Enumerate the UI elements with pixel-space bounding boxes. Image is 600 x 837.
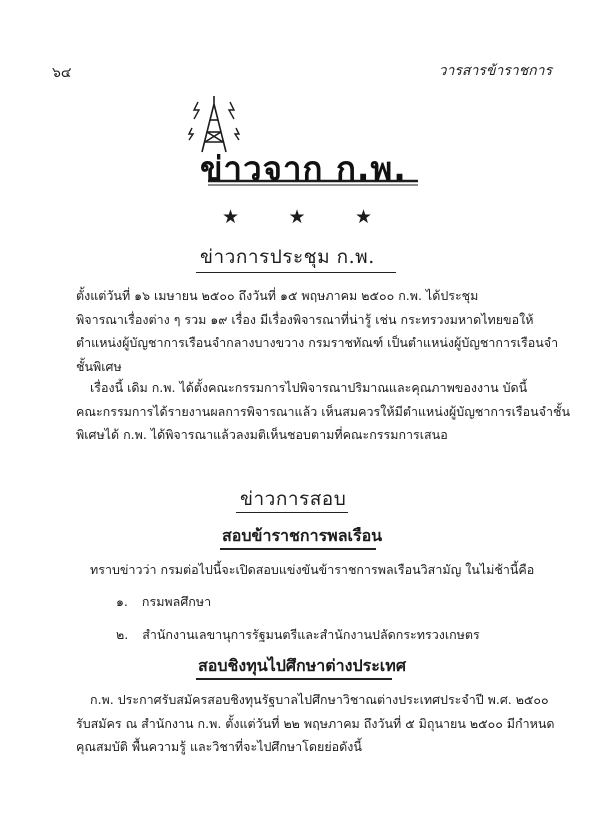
scholarship-exam-title: สอบชิงทุนไปศึกษาต่างประเทศ — [198, 656, 406, 675]
star-icon: ★ — [354, 206, 372, 228]
paragraph-line: เรื่องนี้ เดิม ก.พ. ได้ตั้งคณะกรรมการไปพิจารณาปริมาณและคุณภาพของงาน บัดนี้ — [90, 380, 528, 395]
list-text: สำนักงานเลขานุการรัฐมนตรีและสำนักงานปลัดกระทรวงเกษตร — [142, 627, 480, 642]
paragraph-line: ก.พ. ประกาศรับสมัครสอบชิงทุนรัฐบาลไปศึกษาวิชาณต่างประเทศประจำปี พ.ศ. ๒๕๐๐ — [90, 692, 549, 707]
paragraph-line: คณะกรรมการได้รายงานผลการพิจารณาแล้ว เห็นสมควรให้มีตำแหน่งผู้บัญชาการเรือนจำชั้น — [76, 403, 571, 419]
paragraph-line: ชั้นพิเศษ — [76, 358, 122, 374]
page-number: ๖๔ — [52, 65, 72, 81]
running-header: วารสารข้าราชการ — [438, 63, 552, 79]
masthead-title: ข่าวจาก ก.พ. — [200, 149, 407, 188]
list-number: ๒. — [116, 627, 129, 642]
paragraph-line: รับสมัคร ณ สำนักงาน ก.พ. ตั้งแต่วันที่ ๒๒ พฤษภาคม ถึงวันที่ ๕ มิถุนายน ๒๕๐๐ มีกำหนด — [76, 715, 555, 731]
star-ornament — [222, 206, 372, 228]
title-underline — [220, 548, 376, 550]
title-underline — [196, 272, 396, 273]
title-underline — [196, 678, 392, 680]
paragraph-line: ตำแหน่งผู้บัญชาการเรือนจำกลางบางขวาง กรมราชทัณฑ์ เป็นตำแหน่งผู้บัญชาการเรือนจำ — [76, 335, 559, 350]
list-number: ๑. — [116, 594, 128, 609]
list-text: กรมพลศึกษา — [141, 594, 212, 609]
title-underline — [236, 512, 348, 513]
masthead — [188, 92, 428, 196]
meeting-paragraph-1 — [76, 284, 558, 378]
star-icon: ★ — [222, 206, 240, 228]
paragraph-line: พิเศษได้ ก.พ. ได้พิจารณาแล้วลงมติเห็นชอบตามที่คณะกรรมการเสนอ — [76, 427, 448, 442]
exam-list-item — [116, 592, 211, 612]
star-icon: ★ — [288, 206, 306, 228]
meeting-paragraph-2 — [76, 376, 570, 447]
civil-service-intro: ทราบข่าวว่า กรมต่อไปนี้จะเปิดสอบแข่งขันข้าราชการพลเรือนวิสามัญ ในไม่ช้านี้คือ — [90, 562, 535, 577]
exam-list-item — [116, 625, 480, 645]
exam-news-title: ข่าวการสอบ — [240, 488, 347, 510]
paragraph-line: ตั้งแต่วันที่ ๑๖ เมษายน ๒๕๐๐ ถึงวันที่ ๑๕ พฤษภาคม ๒๕๐๐ ก.พ. ได้ประชุม — [76, 288, 479, 303]
paragraph-line: พิจารณาเรื่องต่าง ๆ รวม ๑๙ เรื่อง มีเรื่องพิจารณาที่น่ารู้ เช่น กระทรวงมหาดไทยขอให้ — [76, 311, 534, 327]
meeting-news-title: ข่าวการประชุม ก.พ. — [200, 246, 375, 268]
scholarship-paragraph — [76, 688, 555, 759]
paragraph-line: คุณสมบัติ พื้นความรู้ และวิชาที่จะไปศึกษาโดยย่อดังนี้ — [76, 739, 362, 754]
civil-service-exam-title: สอบข้าราชการพลเรือน — [222, 526, 383, 545]
